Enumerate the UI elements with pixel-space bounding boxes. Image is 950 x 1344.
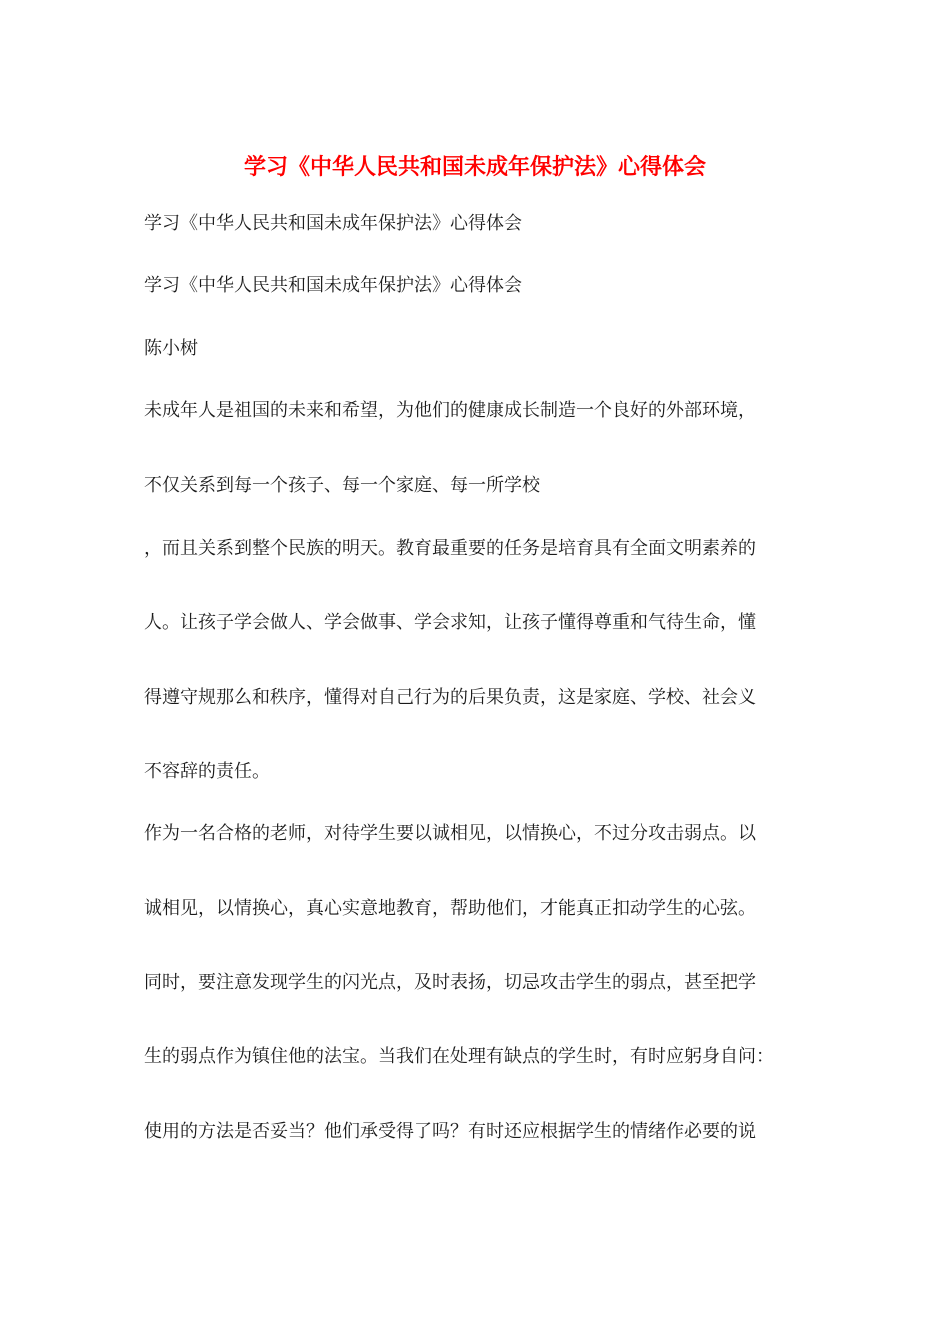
paragraph-line: 不容辞的责任。: [144, 761, 270, 782]
subtitle-line: 学习《中华人民共和国未成年保护法》心得体会: [144, 213, 522, 234]
paragraph-line: 生的弱点作为镇住他的法宝。当我们在处理有缺点的学生时，有时应躬身自问：: [144, 1046, 774, 1067]
paragraph-line: 不仅关系到每一个孩子、每一个家庭、每一所学校: [144, 475, 540, 496]
paragraph-line: 使用的方法是否妥当？他们承受得了吗？有时还应根据学生的情绪作必要的说: [144, 1121, 756, 1142]
paragraph-line: 人。让孩子学会做人、学会做事、学会求知，让孩子懂得尊重和气待生命，懂: [144, 612, 756, 633]
subtitle-line: 学习《中华人民共和国未成年保护法》心得体会: [144, 275, 522, 296]
document-title: 学习《中华人民共和国未成年保护法》心得体会: [243, 155, 706, 180]
paragraph-line: ，而且关系到整个民族的明天。教育最重要的任务是培育具有全面文明素养的: [144, 538, 756, 559]
paragraph-line: 同时，要注意发现学生的闪光点，及时表扬，切忌攻击学生的弱点，甚至把学: [144, 972, 756, 993]
paragraph-line: 诚相见，以情换心，真心实意地教育，帮助他们，才能真正扣动学生的心弦。: [144, 898, 756, 919]
paragraph-line: 未成年人是祖国的未来和希望，为他们的健康成长制造一个良好的外部环境，: [144, 400, 756, 421]
paragraph-line: 得遵守规那么和秩序，懂得对自己行为的后果负责，这是家庭、学校、社会义: [144, 687, 756, 708]
author-name: 陈小树: [144, 338, 198, 359]
paragraph-line: 作为一名合格的老师，对待学生要以诚相见，以情换心，不过分攻击弱点。以: [144, 823, 756, 844]
